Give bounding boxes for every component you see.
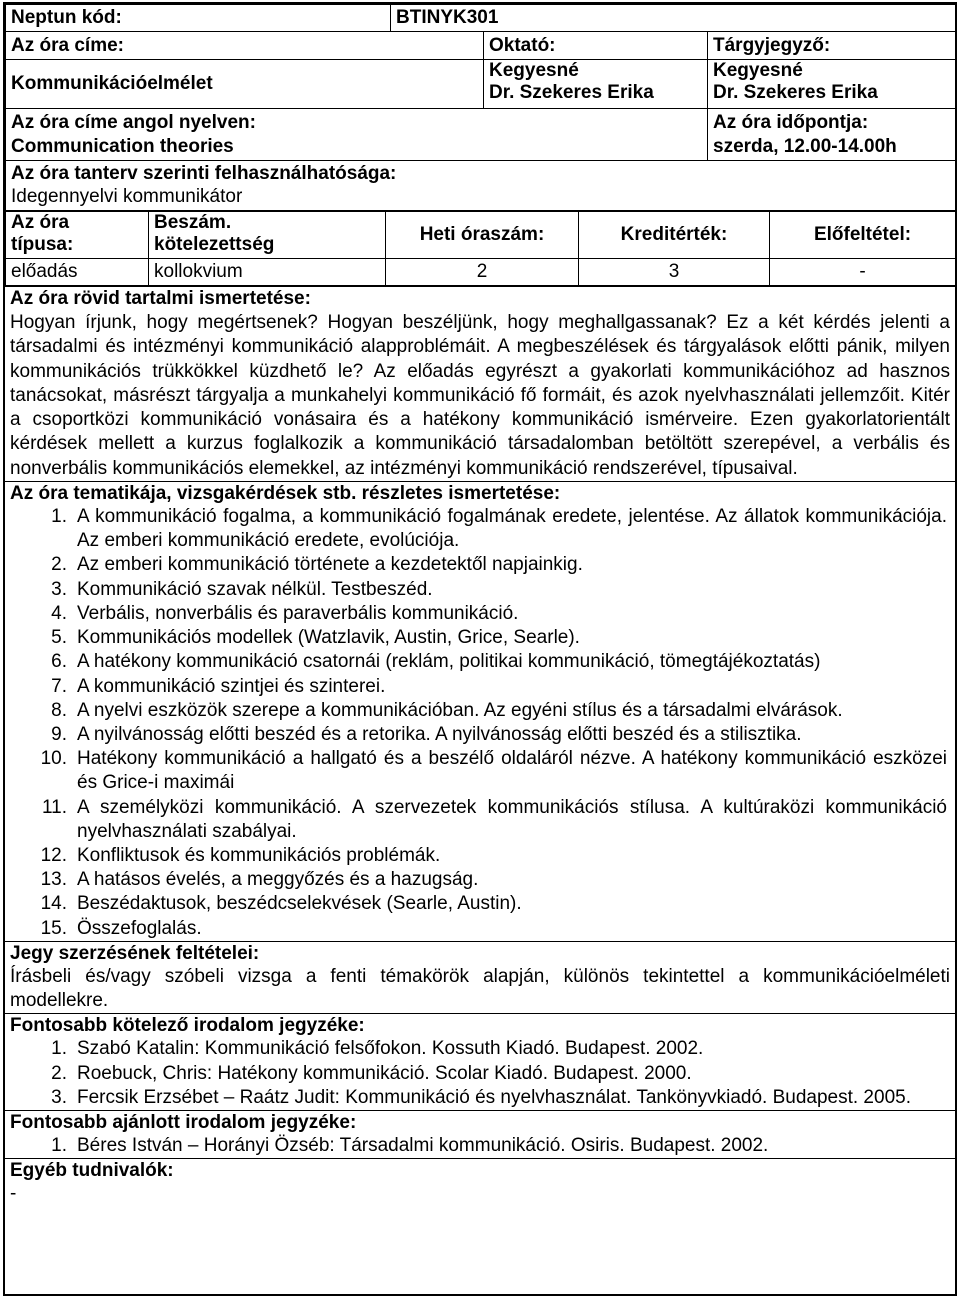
topic-item-text: A nyelvi eszközök szerepe a kommunikációban. Az egyéni stílus és a társadalmi elvárások. xyxy=(77,699,843,721)
type-header-line1: Az óra xyxy=(11,212,70,233)
topic-item xyxy=(5,868,950,892)
topic-item xyxy=(5,892,950,916)
required-literature-title: Fontosabb kötelező irodalom jegyzéke: xyxy=(5,1013,955,1037)
prereq-value: - xyxy=(770,259,956,286)
topic-item xyxy=(5,505,950,553)
topic-item-text: Az emberi kommunikáció története a kezdetektől napjainkig. xyxy=(77,554,583,576)
topic-item-number: 13. xyxy=(40,869,67,891)
recommended-literature-item-text: Béres István – Horányi Özséb: Társadalmi kommunikáció. Osiris. Budapest. 2002. xyxy=(77,1134,769,1156)
course-sheet xyxy=(3,2,957,1296)
topic-item-text: A nyilvánosság előtti beszéd és a retorika. A nyilvánosság előtti beszéd és a stilisztika. xyxy=(77,723,802,745)
other-info-text: - xyxy=(10,1183,17,1205)
hours-header: Heti óraszám: xyxy=(386,212,579,259)
topic-item-number: 2. xyxy=(51,554,67,576)
recommended-literature-list xyxy=(5,1134,955,1158)
instructor-label: Oktató: xyxy=(484,32,708,60)
course-time: szerda, 12.00-14.00h xyxy=(708,136,956,161)
topic-item xyxy=(5,675,950,699)
meta-table xyxy=(5,211,956,286)
topic-item-text: Összefoglalás. xyxy=(77,917,202,939)
required-literature-item-number: 3. xyxy=(51,1086,67,1108)
topic-item-text: A hatásos évelés, a meggyőzés és a hazugság. xyxy=(77,869,479,891)
required-literature-item xyxy=(5,1086,950,1110)
hours-value: 2 xyxy=(386,259,579,286)
type-header-line2: típusa: xyxy=(11,234,74,255)
type-header xyxy=(6,212,149,259)
topic-item xyxy=(5,844,950,868)
required-literature-item-text: Szabó Katalin: Kommunikáció felsőfokon. Kossuth Kiadó. Budapest. 2002. xyxy=(77,1038,704,1060)
required-literature-item-number: 1. xyxy=(51,1038,67,1060)
summary-title: Az óra rövid tartalmi ismertetése: xyxy=(5,286,955,311)
recommended-literature-item xyxy=(5,1134,950,1158)
topic-item-text: Hatékony kommunikáció a hallgató és a beszélő oldaláról nézve. A hatékony kommunikáció eszközei és Grice-i maximái xyxy=(77,748,947,794)
requirement-header-line2: kötelezettség xyxy=(154,234,275,255)
requirement-value: kollokvium xyxy=(149,259,386,286)
english-title: Communication theories xyxy=(6,136,708,161)
topic-item xyxy=(5,796,950,844)
grading-title: Jegy szerzésének feltételei: xyxy=(5,941,955,965)
topic-item xyxy=(5,747,950,795)
neptun-label: Neptun kód: xyxy=(6,5,391,32)
topic-item xyxy=(5,723,950,747)
topic-item xyxy=(5,578,950,602)
topic-item-text: Beszédaktusok, beszédcselekvések (Searle, Austin). xyxy=(77,893,522,915)
instructor-name-line1: Kegyesné xyxy=(489,60,579,81)
topic-item-number: 1. xyxy=(51,506,67,528)
topic-item xyxy=(5,553,950,577)
required-literature-item-text: Roebuck, Chris: Hatékony kommunikáció. Scolar Kiadó. Budapest. 2000. xyxy=(77,1062,692,1084)
owner-name-line2: Dr. Szekeres Erika xyxy=(713,82,878,103)
topic-item-number: 12. xyxy=(40,844,67,866)
topic-item xyxy=(5,917,950,941)
topics-list xyxy=(5,505,955,941)
topic-item-text: Kommunikáció szavak nélkül. Testbeszéd. xyxy=(77,578,433,600)
topic-item-text: A kommunikáció fogalma, a kommunikáció fogalmának eredete, jelentése. Az állatok kommunikációja. Az emberi kommunikáció eredete, evolúciója. xyxy=(77,506,947,552)
topic-item xyxy=(5,602,950,626)
summary-text: Hogyan írjunk, hogy megértsenek? Hogyan beszéljünk, hogy meghallgassanak? Ez a két kérdés jelenti a társadalmi és intézményi kommunikáció alapproblémáit. A megbeszélések és tárgyalások előtti pánik, milyen kommunikációs trükkökkel küzdhető le? Az előadás egyrészt a gyakorlati kommunikációhoz ad hasznos tanácsokat, másrészt tárgyalja a munkahelyi kommunikáció fő formáit, és azok nyelvhasználati jellemzőit. Kitér a csoportközi kommunikáció vonásaira és a hatékony kommunikáció ismérveire. Ezen gyakorlatorientált kérdések mellett a kurzus foglalkozik a kommunikáció társadalomban betöltött szerepével, a verbális és nonverbális kommunikációs elemekkel, az intézményi kommunikáció rendszerével, típusaival. xyxy=(10,312,950,479)
required-literature-item xyxy=(5,1062,950,1086)
usage-value: Idegennyelvi kommunikátor xyxy=(6,186,956,211)
credits-header: Kreditérték: xyxy=(579,212,770,259)
topic-item-number: 9. xyxy=(51,723,67,745)
topic-item-number: 10. xyxy=(40,748,67,770)
topic-item-text: Kommunikációs modellek (Watzlavik, Austin, Grice, Searle). xyxy=(77,627,580,649)
topic-item-number: 8. xyxy=(51,699,67,721)
required-literature-item-number: 2. xyxy=(51,1062,67,1084)
topic-item-number: 7. xyxy=(51,675,67,697)
grading-text: Írásbeli és/vagy szóbeli vizsga a fenti témakörök alapján, különös tekintettel a kommunikációelméleti modellekre. xyxy=(10,965,950,1012)
required-literature-list xyxy=(5,1037,955,1110)
topic-item xyxy=(5,626,950,650)
topic-item xyxy=(5,650,950,674)
topic-item-text: Konfliktusok és kommunikációs problémák. xyxy=(77,844,441,866)
course-title: Kommunikációelmélet xyxy=(6,60,484,109)
instructor-name-line2: Dr. Szekeres Erika xyxy=(489,82,654,103)
type-value: előadás xyxy=(6,259,149,286)
usage-label: Az óra tanterv szerinti felhasználhatósága: xyxy=(6,161,956,187)
topic-item-number: 15. xyxy=(40,917,67,939)
topics-title: Az óra tematikája, vizsgakérdések stb. részletes ismertetése: xyxy=(5,481,955,505)
english-title-label: Az óra címe angol nyelven: xyxy=(6,109,708,137)
topic-item-text: A hatékony kommunikáció csatornái (reklám, politikai kommunikáció, tömegtájékoztatás) xyxy=(77,651,821,673)
other-info-title: Egyéb tudnivalók: xyxy=(5,1158,955,1182)
topic-item xyxy=(5,699,950,723)
recommended-literature-item-number: 1. xyxy=(51,1134,67,1156)
requirement-header xyxy=(149,212,386,259)
topic-item-number: 5. xyxy=(51,627,67,649)
owner-name xyxy=(708,60,956,109)
topic-item-number: 14. xyxy=(40,893,67,915)
required-literature-item xyxy=(5,1037,950,1061)
topic-item-number: 4. xyxy=(51,602,67,624)
recommended-literature-title: Fontosabb ajánlott irodalom jegyzéke: xyxy=(5,1110,955,1134)
required-literature-item-text: Fercsik Erzsébet – Raátz Judit: Kommunikáció és nyelvhasználat. Tankönyvkiadó. Budapest. 2005. xyxy=(77,1086,911,1108)
topic-item-number: 6. xyxy=(51,651,67,673)
topic-item-text: Verbális, nonverbális és paraverbális kommunikáció. xyxy=(77,602,519,624)
topic-item-text: A kommunikáció szintjei és szinterei. xyxy=(77,675,386,697)
neptun-code: BTINYK301 xyxy=(391,5,956,32)
prereq-header: Előfeltétel: xyxy=(770,212,956,259)
topic-item-number: 11. xyxy=(41,796,67,818)
owner-label: Tárgyjegyző: xyxy=(708,32,956,60)
header-table xyxy=(5,4,956,211)
topic-item-text: A személyközi kommunikáció. A szervezetek kommunikációs stílusa. A kultúraközi kommunikáció nyelvhasználati szabályai. xyxy=(77,796,947,842)
instructor-name xyxy=(484,60,708,109)
title-label: Az óra címe: xyxy=(6,32,484,60)
topic-item-number: 3. xyxy=(51,578,67,600)
credits-value: 3 xyxy=(579,259,770,286)
time-label: Az óra időpontja: xyxy=(708,109,956,137)
owner-name-line1: Kegyesné xyxy=(713,60,803,81)
requirement-header-line1: Beszám. xyxy=(154,212,232,233)
